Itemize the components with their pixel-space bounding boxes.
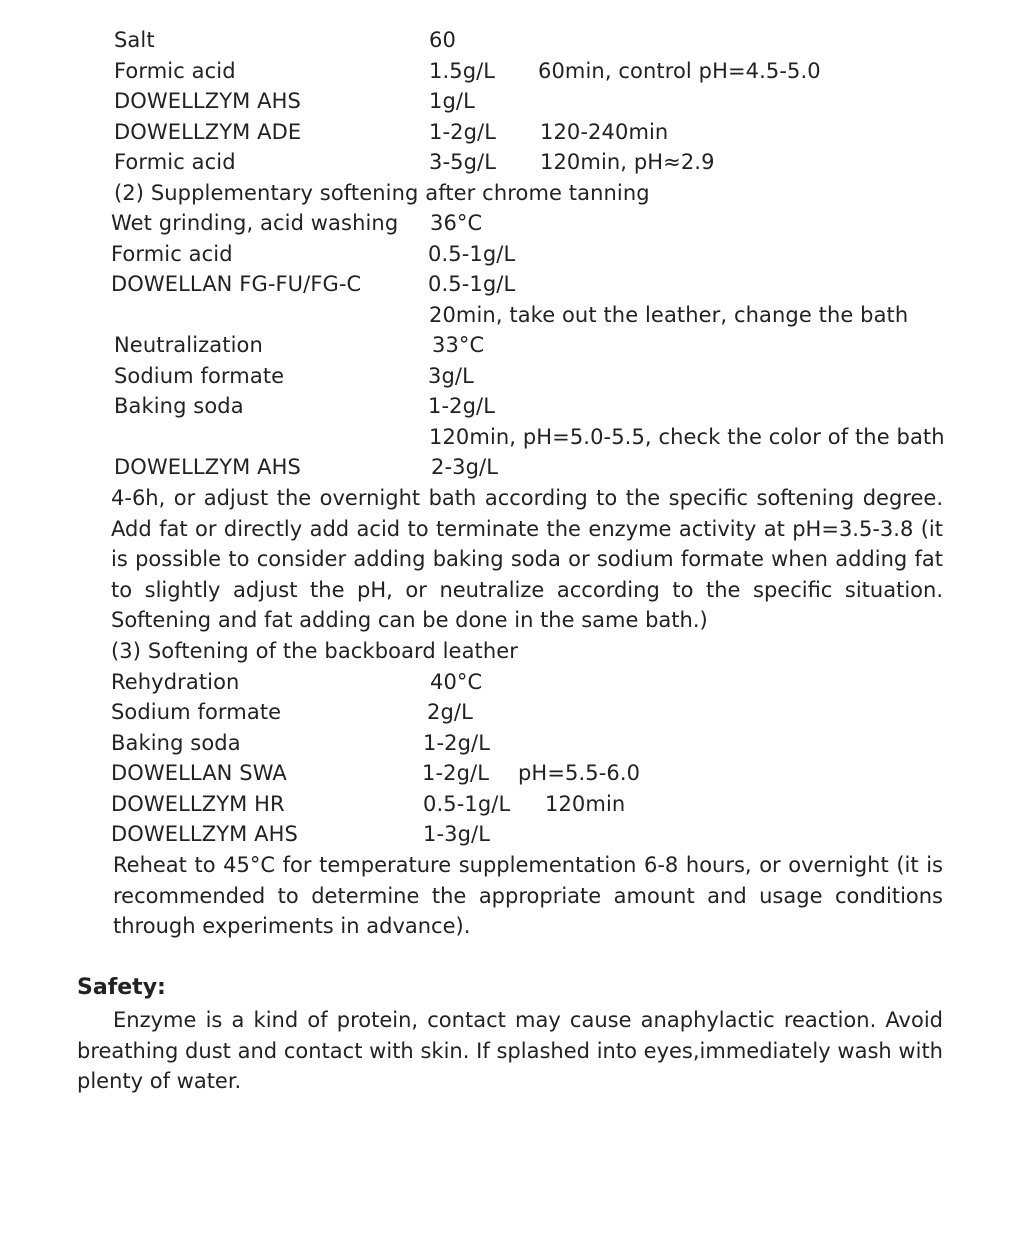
row-name: DOWELLZYM AHS bbox=[114, 89, 301, 113]
row-name: Neutralization bbox=[114, 333, 263, 357]
row-note: 60min, control pH=4.5-5.0 bbox=[538, 59, 821, 83]
row-value: 120min, pH=5.0-5.5, check the color of the bath bbox=[429, 425, 945, 449]
safety-heading: Safety: bbox=[77, 975, 166, 1000]
row-note: 120-240min bbox=[540, 120, 669, 144]
row-name: DOWELLZYM ADE bbox=[114, 120, 302, 144]
row-value: 40°C bbox=[430, 670, 483, 694]
row-value: 0.5-1g/L bbox=[428, 242, 516, 266]
row-name: Salt bbox=[114, 28, 155, 52]
safety-text: Enzyme is a kind of protein, contact may cause anaphylactic reaction. Avoid breathing dust and contact with skin. If splashed into eyes,immediately wash with plenty of water. bbox=[77, 1008, 943, 1093]
row-name: Baking soda bbox=[114, 394, 244, 418]
row-name: DOWELLZYM AHS bbox=[111, 822, 298, 846]
section-title: (2) Supplementary softening after chrome tanning bbox=[114, 181, 650, 205]
row-value: 1-2g/L bbox=[422, 761, 490, 785]
row-name: Sodium formate bbox=[111, 700, 282, 724]
row-name: DOWELLZYM AHS bbox=[114, 455, 301, 479]
row-value: 1-3g/L bbox=[423, 822, 491, 846]
section-title: (3) Softening of the backboard leather bbox=[111, 639, 519, 663]
row-name: Rehydration bbox=[111, 670, 240, 694]
row-value: 1-2g/L bbox=[428, 394, 496, 418]
row-note: 120min bbox=[545, 792, 626, 816]
row-value: 3g/L bbox=[428, 364, 474, 388]
section-note: 4-6h, or adjust the overnight bath according to the specific softening degree. Add fat or directly add acid to terminate the enzyme activity at pH=3.5-3.8 (it is possible to consider adding baking soda or sodium formate when adding fat to slightly adjust the pH, or neutralize according to the specific situation. Softening and fat adding can be done in the same bath.) bbox=[111, 486, 943, 632]
row-value: 3-5g/L bbox=[429, 150, 497, 174]
row-name: Sodium formate bbox=[114, 364, 285, 388]
row-name: DOWELLZYM HR bbox=[111, 792, 285, 816]
row-name: DOWELLAN SWA bbox=[111, 761, 287, 785]
row-name: Formic acid bbox=[111, 242, 233, 266]
row-value: 1-2g/L bbox=[429, 120, 497, 144]
row-name: Formic acid bbox=[114, 150, 236, 174]
row-value: 1g/L bbox=[429, 89, 475, 113]
row-value: 1-2g/L bbox=[423, 731, 491, 755]
row-name: Formic acid bbox=[114, 59, 236, 83]
row-value: 36°C bbox=[430, 211, 483, 235]
row-value: 0.5-1g/L bbox=[428, 272, 516, 296]
row-name: DOWELLAN FG-FU/FG-C bbox=[111, 272, 362, 296]
row-name: Baking soda bbox=[111, 731, 241, 755]
section-note: Reheat to 45°C for temperature supplementation 6-8 hours, or overnight (it is recommended to determine the appropriate amount and usage conditions through experiments in advance). bbox=[113, 853, 943, 938]
row-note: pH=5.5-6.0 bbox=[518, 761, 641, 785]
row-value: 2-3g/L bbox=[431, 455, 499, 479]
row-value: 0.5-1g/L bbox=[423, 792, 511, 816]
row-value: 60 bbox=[429, 28, 456, 52]
row-value: 2g/L bbox=[427, 700, 473, 724]
row-value: 33°C bbox=[432, 333, 485, 357]
row-value: 1.5g/L bbox=[429, 59, 496, 83]
row-name: Wet grinding, acid washing bbox=[111, 211, 399, 235]
row-note: 120min, pH≈2.9 bbox=[540, 150, 715, 174]
row-value: 20min, take out the leather, change the bath bbox=[429, 303, 909, 327]
